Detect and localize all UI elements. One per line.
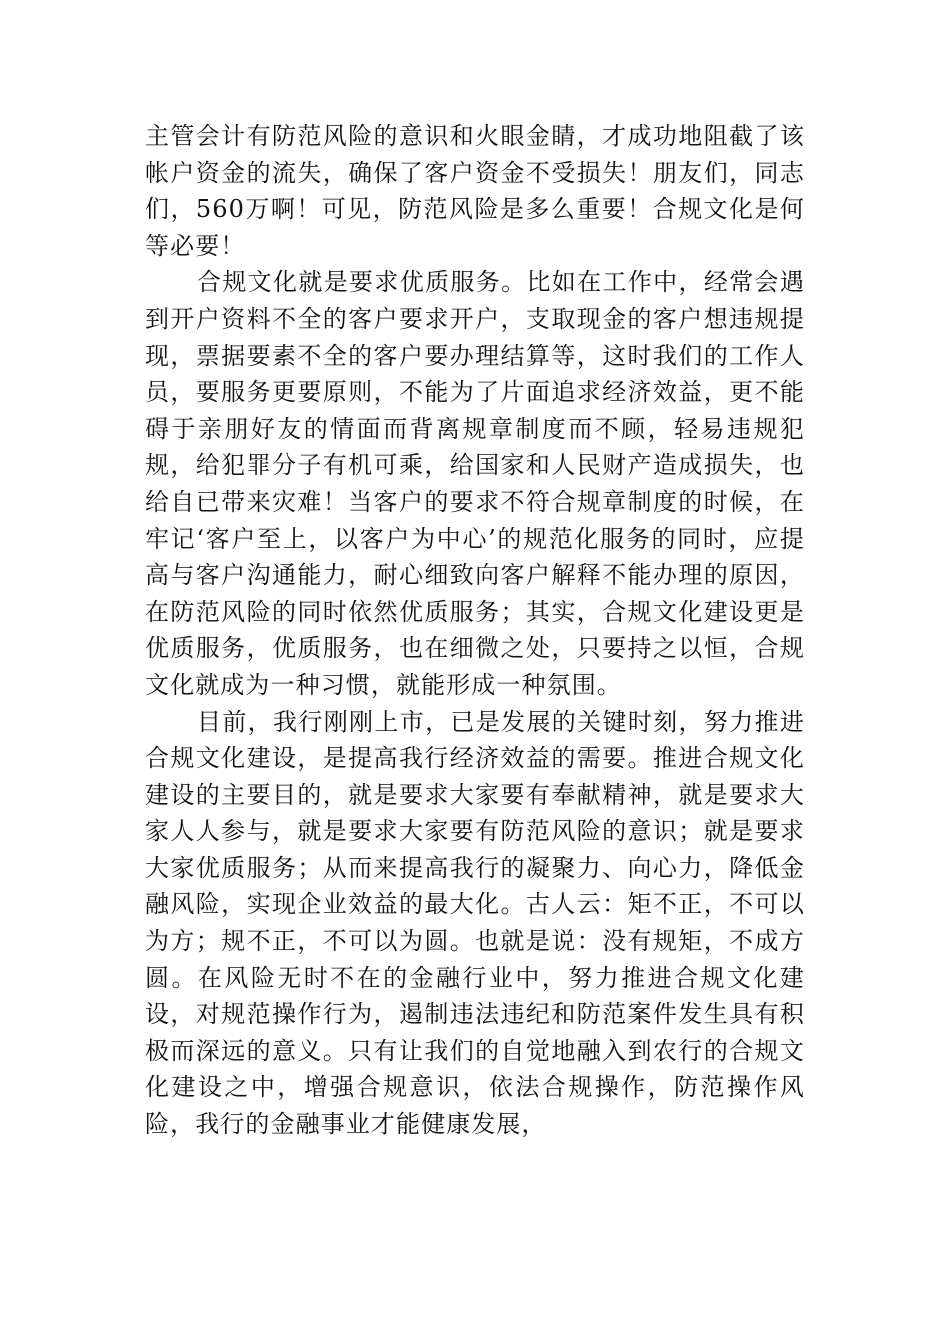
paragraph-2: 合规文化就是要求优质服务。比如在工作中，经常会遇到开户资料不全的客户要求开户，支取现金的客户想违规提现，票据要素不全的客户要办理结算等，这时我们的工作人员，要服务更要原则，不能为了片面追求经济效益，更不能碍于亲朋好友的情面而背离规章制度而不顾，轻易违规犯规，给犯罪分子有机可乘，给国家和人民财产造成损失，也给自已带来灾难！当客户的要求不符合规章制度的时候，在牢记‘客户至上，以客户为中心’的规范化服务的同时，应提高与客户沟通能力，耐心细致向客户解释不能办理的原因，在防范风险的同时依然优质服务；其实，合规文化建设更是优质服务，优质服务，也在细微之处，只要持之以恒，合规文化就成为一种习惯，就能形成一种氛围。 <box>145 268 805 699</box>
paragraph-1: 主管会计有防范风险的意识和火眼金睛，才成功地阻截了该帐户资金的流失，确保了客户资金不受损失！朋友们，同志们，560万啊！可见，防范风险是多么重要！合规文化是何等必要！ <box>145 122 805 260</box>
document-body <box>145 118 805 1143</box>
paragraph-3: 目前，我行刚刚上市，已是发展的关键时刻，努力推进合规文化建设，是提高我行经济效益的需要。推进合规文化建设的主要目的，就是要求大家要有奉献精神，就是要求大家人人参与，就是要求大家要有防范风险的意识；就是要求大家优质服务；从而来提高我行的凝聚力、向心力，降低金融风险，实现企业效益的最大化。古人云：矩不正，不可以为方；规不正，不可以为圆。也就是说：没有规矩，不成方圆。在风险无时不在的金融行业中，努力推进合规文化建设，对规范操作行为，遏制违法违纪和防范案件发生具有积极而深远的意义。只有让我们的自觉地融入到农行的合规文化建设之中，增强合规意识，依法合规操作，防范操作风险，我行的金融事业才能健康发展， <box>145 707 805 1139</box>
